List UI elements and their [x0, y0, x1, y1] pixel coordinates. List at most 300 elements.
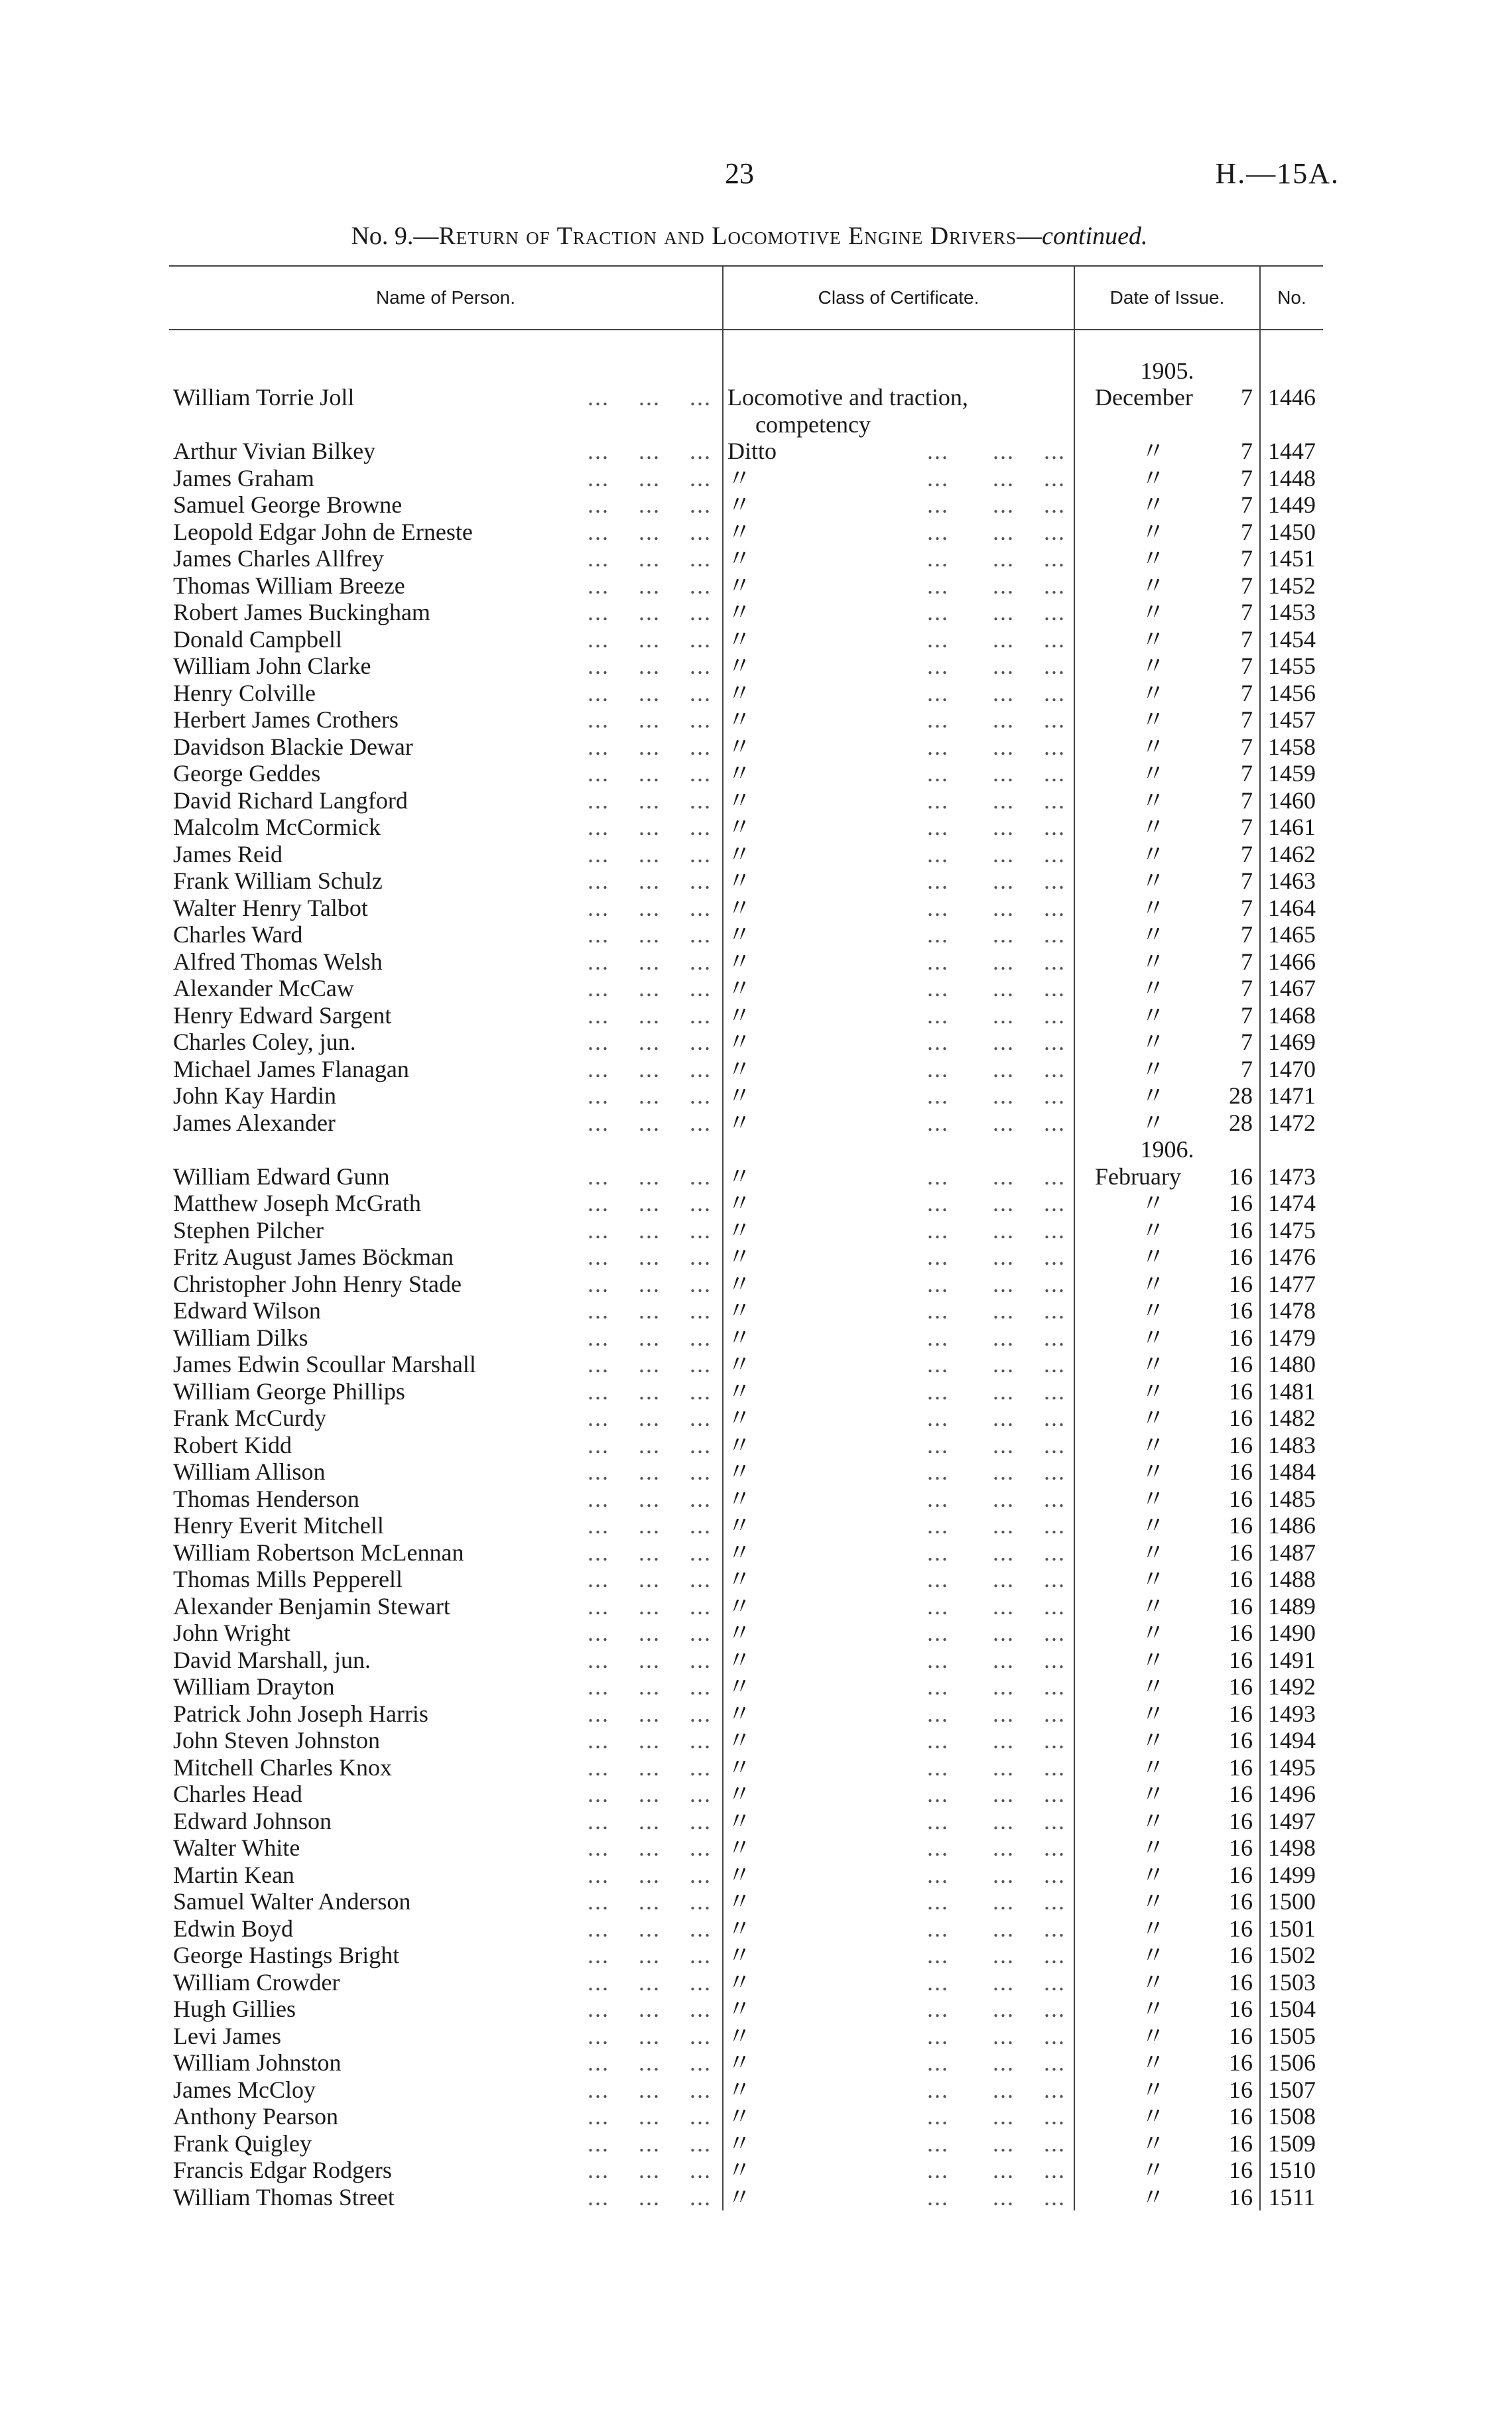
- table-body: [169, 330, 1323, 2210]
- table-row: George Hastings Bright ... ... ... 〃 ... ... ... 〃 16 1502: [169, 1942, 1323, 1969]
- table-row: James Alexander ... ... ... 〃 ... ... ... 〃 28 1472: [169, 1109, 1323, 1136]
- certificate-class: 〃 ... ... ...: [723, 1297, 1074, 1324]
- table-row: Samuel Walter Anderson ... ... ... 〃 ... ... ... 〃 16 1500: [169, 1888, 1323, 1915]
- issue-date: 〃 7: [1074, 975, 1260, 1002]
- person-name: James McCloy: [173, 2076, 316, 2103]
- certificate-number: 1486: [1260, 1512, 1323, 1539]
- person-name: William Robertson McLennan: [173, 1539, 464, 1566]
- drivers-return-table: [169, 265, 1323, 2210]
- certificate-class: 〃 ... ... ...: [723, 1834, 1074, 1862]
- issue-date: 〃 16: [1074, 1968, 1260, 1996]
- person-name: Malcolm McCormick: [173, 814, 381, 840]
- certificate-class: 〃 ... ... ...: [723, 1244, 1074, 1271]
- certificate-number: 1502: [1260, 1942, 1323, 1969]
- table-row: William Crowder ... ... ... 〃 ... ... ... 〃 16 1503: [169, 1968, 1323, 1996]
- issue-date: 〃 16: [1074, 1324, 1260, 1351]
- table-row: Malcolm McCormick ... ... ... 〃 ... ... ... 〃 7 1461: [169, 814, 1323, 841]
- certificate-number: 1477: [1260, 1270, 1323, 1297]
- certificate-number: 1489: [1260, 1592, 1323, 1620]
- certificate-class: 〃 ... ... ...: [723, 572, 1074, 599]
- year-label: 1905.: [1074, 357, 1260, 384]
- certificate-number: 1482: [1260, 1405, 1323, 1432]
- certificate-number: 1453: [1260, 599, 1323, 626]
- issue-date: 〃 16: [1074, 2183, 1260, 2210]
- person-name: Herbert James Crothers: [173, 706, 399, 733]
- table-row: Samuel George Browne ... ... ... 〃 ... ... ... 〃 7 1449: [169, 491, 1323, 519]
- certificate-class: 〃 ... ... ...: [723, 2022, 1074, 2049]
- table-row: Matthew Joseph McGrath ... ... ... 〃 ... ... ... 〃 16 1474: [169, 1190, 1323, 1217]
- certificate-class: 〃 ... ... ...: [723, 653, 1074, 680]
- issue-date: 〃 7: [1074, 787, 1260, 814]
- person-name: Thomas William Breeze: [173, 572, 405, 599]
- certificate-number: 1509: [1260, 2130, 1323, 2157]
- certificate-class: 〃 ... ... ...: [723, 1592, 1074, 1620]
- person-name: Fritz August James Böckman: [173, 1244, 454, 1270]
- person-name: William Edward Gunn: [173, 1163, 390, 1190]
- table-row: Walter White ... ... ... 〃 ... ... ... 〃 16 1498: [169, 1834, 1323, 1862]
- certificate-number: 1488: [1260, 1566, 1323, 1593]
- issue-date: 〃 16: [1074, 1673, 1260, 1700]
- issue-date: 〃 16: [1074, 1566, 1260, 1593]
- table-row: William Drayton ... ... ... 〃 ... ... ... 〃 16 1492: [169, 1673, 1323, 1700]
- certificate-number: 1449: [1260, 491, 1323, 519]
- certificate-class-continued: competency: [723, 411, 1074, 438]
- table-row: Henry Everit Mitchell ... ... ... 〃 ... ... ... 〃 16 1486: [169, 1512, 1323, 1539]
- issue-date: 〃 16: [1074, 2076, 1260, 2103]
- certificate-number: 1505: [1260, 2022, 1323, 2049]
- person-name: Davidson Blackie Dewar: [173, 733, 413, 760]
- person-name: Alexander McCaw: [173, 975, 354, 1001]
- person-name: William Thomas Street: [173, 2183, 395, 2210]
- certificate-number: 1460: [1260, 787, 1323, 814]
- person-name: Leopold Edgar John de Erneste: [173, 518, 473, 545]
- person-name: Walter Henry Talbot: [173, 894, 368, 921]
- certificate-number: 1473: [1260, 1163, 1323, 1190]
- table-row: John Steven Johnston ... ... ... 〃 ... ... ... 〃 16 1494: [169, 1727, 1323, 1754]
- table-row: Herbert James Crothers ... ... ... 〃 ... ... ... 〃 7 1457: [169, 706, 1323, 734]
- table-row: William Thomas Street ... ... ... 〃 ... ... ... 〃 16 1511: [169, 2183, 1323, 2210]
- certificate-class: 〃 ... ... ...: [723, 1942, 1074, 1969]
- table-row: Christopher John Henry Stade ... ... ... 〃 ... ... ... 〃 16 1477: [169, 1270, 1323, 1297]
- certificate-number: 1462: [1260, 840, 1323, 867]
- certificate-class: 〃 ... ... ...: [723, 1001, 1074, 1029]
- certificate-number: 1499: [1260, 1861, 1323, 1888]
- person-name: Alfred Thomas Welsh: [173, 948, 383, 975]
- table-row: Walter Henry Talbot ... ... ... 〃 ... ... ... 〃 7 1464: [169, 894, 1323, 921]
- issue-date: 〃 7: [1074, 464, 1260, 491]
- certificate-number: 1471: [1260, 1082, 1323, 1110]
- table-header-row: [169, 266, 1323, 330]
- person-name: William Drayton: [173, 1673, 335, 1700]
- person-name: James Graham: [173, 464, 314, 491]
- certificate-number: 1469: [1260, 1029, 1323, 1056]
- certificate-number: 1487: [1260, 1539, 1323, 1566]
- certificate-number: 1507: [1260, 2076, 1323, 2103]
- certificate-class: Ditto ... ... ...: [723, 438, 1074, 465]
- table-row: Alexander McCaw ... ... ... 〃 ... ... ... 〃 7 1467: [169, 975, 1323, 1002]
- table-row: George Geddes ... ... ... 〃 ... ... ... 〃 7 1459: [169, 760, 1323, 787]
- certificate-class: 〃 ... ... ...: [723, 733, 1074, 760]
- person-name: Frank Quigley: [173, 2130, 312, 2157]
- certificate-class: 〃 ... ... ...: [723, 706, 1074, 734]
- certificate-number: 1497: [1260, 1807, 1323, 1834]
- certificate-number: 1446: [1260, 384, 1323, 411]
- person-name: William Torrie Joll: [173, 384, 355, 411]
- issue-date: 〃 7: [1074, 545, 1260, 572]
- issue-date: 〃 16: [1074, 1539, 1260, 1566]
- person-name: Samuel George Browne: [173, 491, 403, 518]
- person-name: Samuel Walter Anderson: [173, 1888, 411, 1915]
- certificate-class: 〃 ... ... ...: [723, 1646, 1074, 1673]
- issue-date: 〃 16: [1074, 1244, 1260, 1271]
- column-header-class: Class of Certificate.: [723, 266, 1074, 330]
- issue-date: 〃 16: [1074, 1512, 1260, 1539]
- issue-date: 〃 7: [1074, 948, 1260, 975]
- person-name: William Dilks: [173, 1324, 308, 1351]
- certificate-number: 1478: [1260, 1297, 1323, 1324]
- certificate-number: 1450: [1260, 518, 1323, 545]
- certificate-class: 〃 ... ... ...: [723, 599, 1074, 626]
- issue-date: 〃 16: [1074, 1700, 1260, 1727]
- person-name: James Reid: [173, 840, 283, 867]
- table-row: William Torrie Joll ... ... ... Locomotive and traction, December 7 1446: [169, 384, 1323, 411]
- certificate-number: 1468: [1260, 1001, 1323, 1029]
- certificate-class: 〃 ... ... ...: [723, 1324, 1074, 1351]
- table-row: Leopold Edgar John de Erneste ... ... ... 〃 ... ... ... 〃 7 1450: [169, 518, 1323, 545]
- table-row: Donald Campbell ... ... ... 〃 ... ... ... 〃 7 1454: [169, 625, 1323, 653]
- issue-date: 〃 7: [1074, 706, 1260, 734]
- certificate-class: 〃 ... ... ...: [723, 1485, 1074, 1512]
- person-name: Hugh Gillies: [173, 1996, 296, 2022]
- issue-date: 〃 16: [1074, 1216, 1260, 1244]
- table-row: Arthur Vivian Bilkey ... ... ... Ditto ... ... ... 〃 7 1447: [169, 438, 1323, 465]
- certificate-class: 〃 ... ... ...: [723, 948, 1074, 975]
- person-name: James Edwin Scoullar Marshall: [173, 1351, 476, 1377]
- person-name: Henry Edward Sargent: [173, 1001, 392, 1029]
- certificate-class: 〃 ... ... ...: [723, 1270, 1074, 1297]
- issue-date: 〃 7: [1074, 518, 1260, 545]
- table-row: Stephen Pilcher ... ... ... 〃 ... ... ... 〃 16 1475: [169, 1216, 1323, 1244]
- certificate-class: 〃 ... ... ...: [723, 1620, 1074, 1647]
- person-name: David Marshall, jun.: [173, 1646, 371, 1673]
- certificate-number: 1475: [1260, 1216, 1323, 1244]
- issue-date: 〃 16: [1074, 2130, 1260, 2157]
- table-row: David Marshall, jun. ... ... ... 〃 ... ... ... 〃 16 1491: [169, 1646, 1323, 1673]
- certificate-class: 〃 ... ... ...: [723, 2157, 1074, 2184]
- certificate-number: 1493: [1260, 1700, 1323, 1727]
- table-row-continuation: [169, 411, 1323, 438]
- issue-date: 〃 7: [1074, 1029, 1260, 1056]
- certificate-class: 〃 ... ... ...: [723, 1673, 1074, 1700]
- table-row: William Edward Gunn ... ... ... 〃 ... ... ... February 16 1473: [169, 1163, 1323, 1190]
- certificate-number: 1451: [1260, 545, 1323, 572]
- table-row: William Dilks ... ... ... 〃 ... ... ... 〃 16 1479: [169, 1324, 1323, 1351]
- issue-date: 〃 7: [1074, 438, 1260, 465]
- certificate-number: 1474: [1260, 1190, 1323, 1217]
- certificate-class: 〃 ... ... ...: [723, 840, 1074, 867]
- person-name: Stephen Pilcher: [173, 1216, 324, 1244]
- person-name: Edward Johnson: [173, 1807, 332, 1834]
- table-row: Charles Ward ... ... ... 〃 ... ... ... 〃 7 1465: [169, 921, 1323, 948]
- certificate-class: 〃 ... ... ...: [723, 679, 1074, 706]
- issue-date: 〃 7: [1074, 840, 1260, 867]
- issue-date: 〃 7: [1074, 921, 1260, 948]
- title-prefix: No. 9.—: [351, 222, 439, 250]
- table-row: Davidson Blackie Dewar ... ... ... 〃 ... ... ... 〃 7 1458: [169, 733, 1323, 760]
- certificate-class: 〃 ... ... ...: [723, 1055, 1074, 1082]
- person-name: William Allison: [173, 1458, 326, 1485]
- issue-date: 〃 16: [1074, 1807, 1260, 1834]
- issue-date: 〃 16: [1074, 1781, 1260, 1808]
- column-header-number: No.: [1260, 266, 1323, 330]
- issue-date: 〃 28: [1074, 1082, 1260, 1110]
- person-name: Robert James Buckingham: [173, 599, 430, 625]
- certificate-number: 1490: [1260, 1620, 1323, 1647]
- table-row: James Reid ... ... ... 〃 ... ... ... 〃 7 1462: [169, 840, 1323, 867]
- table-row: Edwin Boyd ... ... ... 〃 ... ... ... 〃 16 1501: [169, 1915, 1323, 1942]
- certificate-class: 〃 ... ... ...: [723, 2183, 1074, 2210]
- certificate-class: 〃 ... ... ...: [723, 2103, 1074, 2130]
- table-row: Martin Kean ... ... ... 〃 ... ... ... 〃 16 1499: [169, 1861, 1323, 1888]
- person-name: Frank McCurdy: [173, 1405, 326, 1431]
- person-name: George Geddes: [173, 760, 321, 787]
- certificate-number: 1494: [1260, 1727, 1323, 1754]
- issue-date: December 7: [1074, 384, 1260, 411]
- certificate-number: 1501: [1260, 1915, 1323, 1942]
- issue-date: 〃 7: [1074, 814, 1260, 841]
- issue-date: 〃 16: [1074, 2049, 1260, 2077]
- certificate-class: 〃 ... ... ...: [723, 1539, 1074, 1566]
- certificate-number: 1461: [1260, 814, 1323, 841]
- certificate-number: 1459: [1260, 760, 1323, 787]
- issue-date: 〃 7: [1074, 733, 1260, 760]
- certificate-class: 〃 ... ... ...: [723, 1431, 1074, 1458]
- person-name: Donald Campbell: [173, 625, 342, 653]
- certificate-number: 1448: [1260, 464, 1323, 491]
- issue-date: 〃 16: [1074, 1646, 1260, 1673]
- issue-date: 〃 7: [1074, 599, 1260, 626]
- certificate-class: 〃 ... ... ...: [723, 1109, 1074, 1136]
- issue-date: 〃 16: [1074, 1915, 1260, 1942]
- page-title: [285, 222, 1214, 251]
- issue-date: 〃 7: [1074, 1001, 1260, 1029]
- certificate-class: 〃 ... ... ...: [723, 1754, 1074, 1781]
- issue-date: 〃 7: [1074, 867, 1260, 895]
- person-name: Alexander Benjamin Stewart: [173, 1592, 450, 1620]
- table-row: James Edwin Scoullar Marshall ... ... ... 〃 ... ... ... 〃 16 1480: [169, 1351, 1323, 1378]
- certificate-number: 1454: [1260, 625, 1323, 653]
- certificate-class: 〃 ... ... ...: [723, 464, 1074, 491]
- table-row: Alexander Benjamin Stewart ... ... ... 〃 ... ... ... 〃 16 1489: [169, 1592, 1323, 1620]
- table-row: Henry Edward Sargent ... ... ... 〃 ... ... ... 〃 7 1468: [169, 1001, 1323, 1029]
- certificate-number: 1491: [1260, 1646, 1323, 1673]
- person-name: Charles Coley, jun.: [173, 1029, 356, 1055]
- person-name: John Wright: [173, 1620, 290, 1646]
- spacer-row: [169, 330, 1323, 357]
- table-row: David Richard Langford ... ... ... 〃 ... ... ... 〃 7 1460: [169, 787, 1323, 814]
- certificate-class: 〃 ... ... ...: [723, 1968, 1074, 1996]
- certificate-class: 〃 ... ... ...: [723, 1727, 1074, 1754]
- issue-date: 〃 16: [1074, 1377, 1260, 1405]
- issue-date: 〃 7: [1074, 894, 1260, 921]
- person-name: James Alexander: [173, 1109, 336, 1136]
- column-header-date: Date of Issue.: [1074, 266, 1260, 330]
- person-name: Michael James Flanagan: [173, 1055, 409, 1082]
- table-row: Alfred Thomas Welsh ... ... ... 〃 ... ... ... 〃 7 1466: [169, 948, 1323, 975]
- person-name: Anthony Pearson: [173, 2103, 338, 2130]
- certificate-class: 〃 ... ... ...: [723, 1807, 1074, 1834]
- table-row: Mitchell Charles Knox ... ... ... 〃 ... ... ... 〃 16 1495: [169, 1754, 1323, 1781]
- certificate-class: 〃 ... ... ...: [723, 760, 1074, 787]
- certificate-number: 1472: [1260, 1109, 1323, 1136]
- certificate-class: 〃 ... ... ...: [723, 1082, 1074, 1110]
- person-name: Francis Edgar Rodgers: [173, 2157, 392, 2183]
- issue-date: 〃 16: [1074, 2103, 1260, 2130]
- issue-date: 〃 7: [1074, 572, 1260, 599]
- certificate-number: 1495: [1260, 1754, 1323, 1781]
- table-row: William Allison ... ... ... 〃 ... ... ... 〃 16 1484: [169, 1458, 1323, 1486]
- table-row: Francis Edgar Rodgers ... ... ... 〃 ... ... ... 〃 16 1510: [169, 2157, 1323, 2184]
- certificate-number: 1466: [1260, 948, 1323, 975]
- issue-date: 〃 16: [1074, 1458, 1260, 1486]
- certificate-class: 〃 ... ... ...: [723, 814, 1074, 841]
- certificate-number: 1457: [1260, 706, 1323, 734]
- issue-date: 〃 16: [1074, 1754, 1260, 1781]
- table-row: Frank William Schulz ... ... ... 〃 ... ... ... 〃 7 1463: [169, 867, 1323, 895]
- issue-date: 〃 28: [1074, 1109, 1260, 1136]
- table-row: John Kay Hardin ... ... ... 〃 ... ... ... 〃 28 1471: [169, 1082, 1323, 1110]
- certificate-class: 〃 ... ... ...: [723, 1996, 1074, 2023]
- person-name: William Johnston: [173, 2049, 342, 2076]
- table-row: James Charles Allfrey ... ... ... 〃 ... ... ... 〃 7 1451: [169, 545, 1323, 572]
- certificate-number: 1511: [1260, 2183, 1323, 2210]
- table-row: Charles Coley, jun. ... ... ... 〃 ... ... ... 〃 7 1469: [169, 1029, 1323, 1056]
- issue-date: 〃 16: [1074, 1405, 1260, 1432]
- certificate-number: 1464: [1260, 894, 1323, 921]
- person-name: Charles Ward: [173, 921, 303, 948]
- certificate-class: 〃 ... ... ...: [723, 1458, 1074, 1486]
- year-row-1906: [169, 1136, 1323, 1163]
- table-row: Robert James Buckingham ... ... ... 〃 ... ... ... 〃 7 1453: [169, 599, 1323, 626]
- certificate-number: 1481: [1260, 1377, 1323, 1405]
- certificate-number: 1492: [1260, 1673, 1323, 1700]
- certificate-number: 1456: [1260, 679, 1323, 706]
- table-row: Henry Colville ... ... ... 〃 ... ... ... 〃 7 1456: [169, 679, 1323, 706]
- year-row-1905: [169, 357, 1323, 384]
- certificate-class: 〃 ... ... ...: [723, 1351, 1074, 1378]
- person-name: Thomas Henderson: [173, 1485, 359, 1512]
- certificate-number: 1500: [1260, 1888, 1323, 1915]
- certificate-class: 〃 ... ... ...: [723, 1861, 1074, 1888]
- certificate-class: 〃 ... ... ...: [723, 1377, 1074, 1405]
- table-row: William Johnston ... ... ... 〃 ... ... ... 〃 16 1506: [169, 2049, 1323, 2077]
- person-name: Mitchell Charles Knox: [173, 1754, 392, 1781]
- issue-date: 〃 7: [1074, 760, 1260, 787]
- certificate-class: 〃 ... ... ...: [723, 1566, 1074, 1593]
- certificate-number: 1498: [1260, 1834, 1323, 1862]
- certificate-class: 〃 ... ... ...: [723, 491, 1074, 519]
- certificate-number: 1480: [1260, 1351, 1323, 1378]
- issue-date: 〃 7: [1074, 679, 1260, 706]
- table-row: Fritz August James Böckman ... ... ... 〃 ... ... ... 〃 16 1476: [169, 1244, 1323, 1271]
- certificate-class: 〃 ... ... ...: [723, 1216, 1074, 1244]
- issue-date: 〃 7: [1074, 1055, 1260, 1082]
- certificate-class: 〃 ... ... ...: [723, 1163, 1074, 1190]
- certificate-class: 〃 ... ... ...: [723, 2076, 1074, 2103]
- certificate-number: 1483: [1260, 1431, 1323, 1458]
- certificate-number: 1506: [1260, 2049, 1323, 2077]
- certificate-number: 1504: [1260, 1996, 1323, 2023]
- certificate-class: 〃 ... ... ...: [723, 1888, 1074, 1915]
- year-label: 1906.: [1074, 1136, 1260, 1163]
- person-name: George Hastings Bright: [173, 1942, 400, 1968]
- certificate-class: 〃 ... ... ...: [723, 1029, 1074, 1056]
- issue-date: 〃 16: [1074, 1190, 1260, 1217]
- table-row: John Wright ... ... ... 〃 ... ... ... 〃 16 1490: [169, 1620, 1323, 1647]
- certificate-number: 1503: [1260, 1968, 1323, 1996]
- certificate-number: 1452: [1260, 572, 1323, 599]
- issue-date: 〃 16: [1074, 1942, 1260, 1969]
- certificate-number: 1465: [1260, 921, 1323, 948]
- person-name: Walter White: [173, 1834, 300, 1861]
- person-name: Frank William Schulz: [173, 867, 383, 894]
- table-row: William Robertson McLennan ... ... ... 〃 ... ... ... 〃 16 1487: [169, 1539, 1323, 1566]
- certificate-number: 1467: [1260, 975, 1323, 1002]
- issue-date: 〃 16: [1074, 1431, 1260, 1458]
- person-name: Henry Everit Mitchell: [173, 1512, 384, 1539]
- person-name: James Charles Allfrey: [173, 545, 384, 572]
- issue-date: 〃 16: [1074, 2157, 1260, 2184]
- issue-date: 〃 16: [1074, 1270, 1260, 1297]
- certificate-number: 1484: [1260, 1458, 1323, 1486]
- person-name: Arthur Vivian Bilkey: [173, 438, 376, 464]
- certificate-class: 〃 ... ... ...: [723, 625, 1074, 653]
- person-name: Martin Kean: [173, 1861, 294, 1888]
- certificate-class: 〃 ... ... ...: [723, 2130, 1074, 2157]
- table-row: James Graham ... ... ... 〃 ... ... ... 〃 7 1448: [169, 464, 1323, 491]
- title-dash: —: [1017, 222, 1042, 250]
- table-row: William George Phillips ... ... ... 〃 ... ... ... 〃 16 1481: [169, 1377, 1323, 1405]
- certificate-number: 1476: [1260, 1244, 1323, 1271]
- table-row: Robert Kidd ... ... ... 〃 ... ... ... 〃 16 1483: [169, 1431, 1323, 1458]
- person-name: Matthew Joseph McGrath: [173, 1190, 421, 1216]
- person-name: Henry Colville: [173, 679, 316, 706]
- issue-date: 〃 16: [1074, 1888, 1260, 1915]
- issue-date: 〃 16: [1074, 1351, 1260, 1378]
- person-name: Thomas Mills Pepperell: [173, 1566, 403, 1592]
- person-name: William John Clarke: [173, 653, 371, 679]
- certificate-number: 1447: [1260, 438, 1323, 465]
- column-header-name: Name of Person.: [169, 266, 723, 330]
- certificate-number: 1470: [1260, 1055, 1323, 1082]
- issue-date: 〃 7: [1074, 491, 1260, 519]
- person-name: Edwin Boyd: [173, 1915, 294, 1942]
- certificate-class: 〃 ... ... ...: [723, 545, 1074, 572]
- table-row: Thomas Mills Pepperell ... ... ... 〃 ... ... ... 〃 16 1488: [169, 1566, 1323, 1593]
- certificate-number: 1508: [1260, 2103, 1323, 2130]
- person-name: William George Phillips: [173, 1377, 405, 1405]
- certificate-class: 〃 ... ... ...: [723, 867, 1074, 895]
- certificate-class: 〃 ... ... ...: [723, 894, 1074, 921]
- table-row: Frank McCurdy ... ... ... 〃 ... ... ... 〃 16 1482: [169, 1405, 1323, 1432]
- person-name: Robert Kidd: [173, 1431, 292, 1458]
- issue-date: 〃 16: [1074, 2022, 1260, 2049]
- certificate-class: 〃 ... ... ...: [723, 1781, 1074, 1808]
- certificate-number: 1455: [1260, 653, 1323, 680]
- table-row: William John Clarke ... ... ... 〃 ... ... ... 〃 7 1455: [169, 653, 1323, 680]
- issue-date: 〃 7: [1074, 625, 1260, 653]
- person-name: John Steven Johnston: [173, 1727, 381, 1754]
